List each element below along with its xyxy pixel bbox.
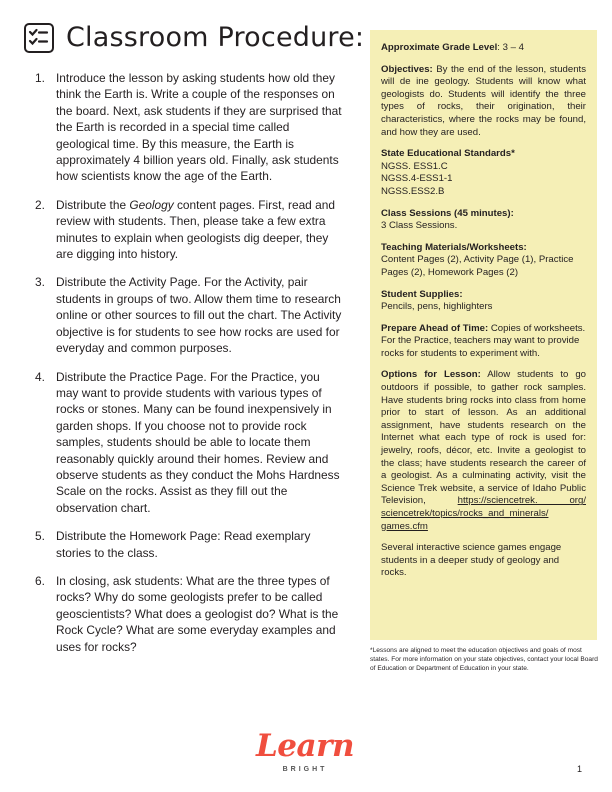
sessions-value: 3 Class Sessions. [381,220,458,232]
step-text-post: content pages. First, read and review with students. Then, please take a few extra minutes to explain when geologists dig deeper, they are digging into history. [56,197,335,262]
procedure-list [24,70,342,667]
materials-label: Teaching Materials/Worksheets: [381,241,527,253]
lesson-options [381,369,586,533]
sessions-label: Class Sessions (45 minutes): [381,207,514,219]
logo-subtitle: BRIGHT [282,766,328,773]
procedure-step [24,528,342,561]
supplies-value: Pencils, pens, highlighters [381,301,493,313]
standard-item: NGSS.ESS2.B [381,185,445,197]
learn-bright-logo [255,728,355,778]
standards [381,148,586,198]
student-supplies [381,289,586,314]
objectives-label: Objectives: [381,63,433,75]
procedure-step [24,197,342,263]
grade-label: Approximate Grade Level [381,42,498,53]
page-number: 1 [577,764,583,774]
standard-item: NGSS. ESS1.C [381,160,448,172]
step-number: 1. [35,71,45,85]
step-number: 3. [35,275,45,290]
step-number: 2. [35,197,45,212]
step-number: 5. [35,529,45,544]
class-sessions [381,208,586,233]
step-text: In closing, ask students: What are the three types of rocks? Why do some geologists prefer to be called geoscientists? What does a geologist do? What is the Rock Cycle? What are some everyday examples and uses for rocks? [56,573,339,654]
step-text: Distribute the Activity Page. For the Activity, pair students in groups of two. Allow them time to research online or other sources to fill out the chart. The Activity objective is for students to see how rocks are used for everyday and common purposes. [56,275,342,356]
step-text-emphasis: Geology [129,197,174,212]
step-text: Distribute the Homework Page: Read exemplary stories to the class. [56,529,311,560]
step-text-pre: Distribute the [56,197,130,212]
grade-value: : 3 – 4 [497,42,524,53]
step-text: Introduce the lesson by asking students how old they think the Earth is. Write a couple of the responses on the board. Next, ask students if they are surprised that the Earth is recorded in a special time called geological time. By this measure, the Earth is approximately 4 billion years old. Finally, ask students how scientists know the age of the Earth. [56,71,342,184]
supplies-label: Student Supplies: [381,288,463,300]
page-header [24,22,364,53]
standards-footnote: *Lessons are aligned to meet the education objectives and goals of most states. For more information on your state objectives, contact your local Board of Education or Department of Education in your state. [370,647,598,672]
page-title: Classroom Procedure: [66,22,365,53]
procedure-step [24,274,342,356]
logo-wordmark: Learn [256,728,354,764]
procedure-step [24,573,342,655]
objectives-text: By the end of the lesson, students will de ine geology. Students will know what geologists do. Students will identify the three types of rocks, their origination, their characteristics, where the rocks may be found, and how they are used. [381,63,586,138]
step-number: 4. [35,369,45,384]
options-label: Options for Lesson: [381,369,481,381]
grade-level [381,42,586,55]
step-number: 6. [35,573,45,588]
science-trek-link[interactable]: https://sciencetrek. org/ sciencetrek/topics/rocks_and_minerals/ games.cfm [381,495,586,532]
procedure-step [24,70,342,185]
step-text: Distribute the Practice Page. For the Practice, you may want to provide students with various types of rocks or stones. Many can be found inexpensively in garden shops. If you choose not to provide rock samples, students should be able to locate them reasonably quickly around their homes. Review and observe students as they conduct the Mohs Hardness Scale on the rocks. Assist as they fill out the observation chart. [56,369,340,515]
checklist-icon [24,23,54,53]
games-note: Several interactive science games engage students in a deeper study of geology and rocks. [381,542,562,579]
standard-item: NGSS.4-ESS1-1 [381,173,453,185]
prepare-ahead [381,323,586,361]
procedure-step [24,369,342,517]
lesson-info-sidebar [370,30,597,640]
options-text: Allow students to go outdoors if possible, to gather rock samples. Have students bring rocks into class from home prior to start of lesson. As an additional assignment, have students research on the Internet what each type of rock is used for: jewelry, roofs, décor, etc. Invite a geologist to the class; have students research the career of a geologist. As a culminating activity, visit the Science Trek website, a service of Idaho Public Television, [381,369,587,507]
materials-value: Content Pages (2), Activity Page (1), Practice Pages (2), Homework Pages (2) [381,254,574,278]
teaching-materials [381,242,586,280]
prepare-label: Prepare Ahead of Time: [381,322,489,334]
step-text [54,197,342,263]
objectives [381,64,586,140]
standards-label: State Educational Standards* [381,148,515,160]
prepare-text: Copies of worksheets. For the Practice, teachers may want to provide rocks for students to experiment with. [381,322,586,359]
